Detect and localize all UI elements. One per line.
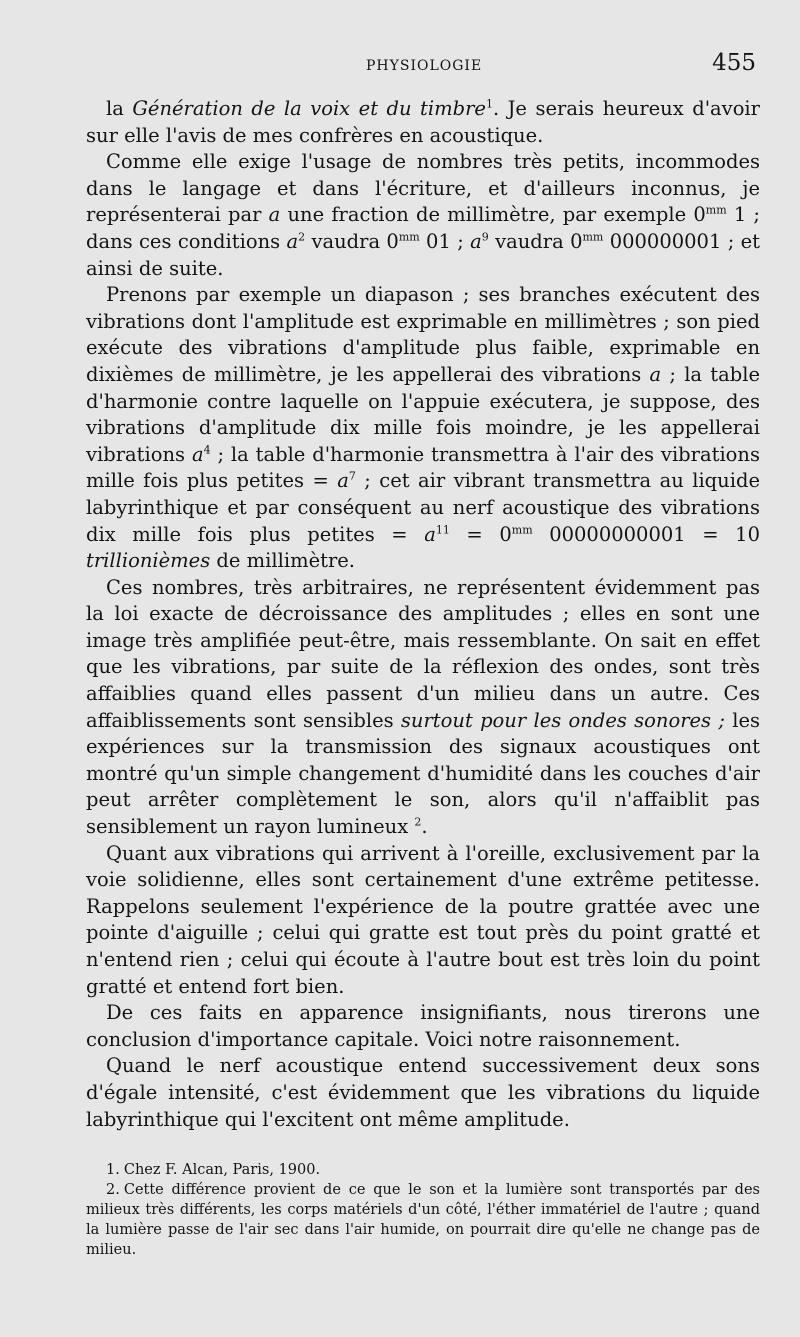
superscript: mm xyxy=(705,203,727,217)
text-run: ; la table d'harmonie contre laquelle on l'appuie exécutera, je suppose, des vibrations d'amplitude dix mille fois moindre, je les appellerai vibrations xyxy=(86,362,761,466)
text-run: Prenons par exemple un diapason ; ses branches exécutent des vibrations dont l'amplitude est exprimable en millimètres ; son pied exécute des vibrations d'amplitude plus faible, exprimable en dixièmes de millimètre, je les appellerai des vibrations xyxy=(86,283,760,386)
text-run: ; cet air vibrant transmettra au liquide labyrinthique et par conséquent au nerf acoustique des vibrations dix mille fois plus petites = xyxy=(86,469,760,546)
paragraph xyxy=(86,149,760,282)
superscript: 4 xyxy=(203,443,211,457)
paragraph xyxy=(86,841,760,1001)
footnote-1 xyxy=(86,1160,760,1180)
italic-text: a xyxy=(424,522,436,546)
italic-text: a xyxy=(649,362,662,386)
italic-text: trillionièmes xyxy=(86,549,211,573)
page-number: 455 xyxy=(712,50,756,76)
text-run: Comme elle exige l'usage de nombres très petits, incommodes dans le langage et dans l'écriture, et d'ailleurs inconnus, je représenterai par xyxy=(86,150,760,227)
italic-text: a xyxy=(268,203,281,227)
superscript: 9 xyxy=(481,230,489,244)
superscript: 11 xyxy=(435,523,450,536)
footnote-marker: 1. xyxy=(106,1162,120,1178)
superscript: mm xyxy=(398,230,420,244)
text-run: vaudra 0 xyxy=(305,229,399,253)
text-run: Ces nombres, très arbitraires, ne représentent évidemment pas la loi exacte de décroissance des amplitudes ; elles en sont une image très amplifiée peut-être, mais ressemblante. On sait en effet que les vibrations, par suite de la réflexion des ondes, sont très affaiblies quand elles passent d'un milieu dans un autre. Ces affaiblissements sont sensibles xyxy=(86,575,760,732)
superscript: 1 xyxy=(485,97,493,111)
text-run: de millimètre. xyxy=(210,549,356,573)
text-run: Quand le nerf acoustique entend successivement deux sons d'égale intensité, c'est évidemment que les vibrations du liquide labyrinthique qui l'excitent ont même amplitude. xyxy=(86,1054,760,1131)
superscript: mm xyxy=(582,230,604,244)
text-run: . Je serais heureux d'avoir sur elle l'avis de mes confrères en acoustique. xyxy=(86,97,760,147)
paragraph xyxy=(86,575,760,841)
footnotes xyxy=(86,1160,760,1260)
superscript: 2 xyxy=(298,230,306,244)
italic-text: a xyxy=(286,229,299,253)
italic-text: a xyxy=(337,469,349,493)
superscript: 2 xyxy=(414,815,422,829)
text-run: une fraction de millimètre, par exemple 0 xyxy=(280,203,706,227)
running-head: PHYSIOLOGIE xyxy=(366,58,483,74)
superscript: 7 xyxy=(348,469,356,483)
italic-text: a xyxy=(470,229,482,253)
text-run: De ces faits en apparence insignifiants, nous tirerons une conclusion d'importance capitale. Voici notre raisonnement. xyxy=(86,1001,760,1051)
paragraph xyxy=(86,1000,760,1053)
text-run: 000000001 ; et ainsi de suite. xyxy=(86,229,760,280)
text-run: les expériences sur la transmission des signaux acoustiques ont montré qu'un simple changement d'humidité dans les couches d'air peut arrêter complètement le son, alors qu'il n'affaiblit pas sensiblement un rayon lumineux xyxy=(86,708,761,839)
italic-text: a xyxy=(191,442,204,466)
footnote-marker: 2. xyxy=(106,1182,120,1198)
italic-text: surtout pour les ondes sonores ; xyxy=(400,708,725,732)
text-run: la xyxy=(106,97,133,120)
footnote-text: Chez F. Alcan, Paris, 1900. xyxy=(123,1162,321,1178)
text-run: = 0 xyxy=(449,522,512,546)
text-run: Quant aux vibrations qui arrivent à l'oreille, exclusivement par la voie solidienne, elles sont certainement d'une extrême petitesse. Rappelons seulement l'expérience de la poutre grattée avec une pointe d'aiguille ; celui qui gratte est tout près du point gratté et n'entend rien ; celui qui écoute à l'autre bout est très loin du point gratté et entend fort bien. xyxy=(86,841,760,998)
text-run: 1 ; dans ces conditions xyxy=(86,203,761,253)
footnote-text: Cette différence provient de ce que le son et la lumière sont transportés par des milieux très différents, les corps matériels d'un côté, l'éther immatériel de l'autre ; quand la lumière passe de l'air sec dans l'air humide, on pourrait dire qu'elle ne change pas de milieu. xyxy=(86,1182,760,1258)
italic-text: Génération de la voix et du timbre xyxy=(132,97,486,120)
paragraph xyxy=(86,96,760,149)
footnote-2 xyxy=(86,1180,760,1260)
paragraph xyxy=(86,282,760,575)
text-run: 00000000001 = 10 xyxy=(532,522,760,546)
body-text xyxy=(86,96,760,1133)
text-run: ; la table d'harmonie transmettra à l'air des vibrations mille fois plus petites = xyxy=(86,442,760,493)
text-run: . xyxy=(421,815,428,839)
text-run: 01 ; xyxy=(419,229,471,253)
text-run: vaudra 0 xyxy=(488,229,583,253)
superscript: mm xyxy=(511,523,533,536)
paragraph xyxy=(86,1053,760,1133)
